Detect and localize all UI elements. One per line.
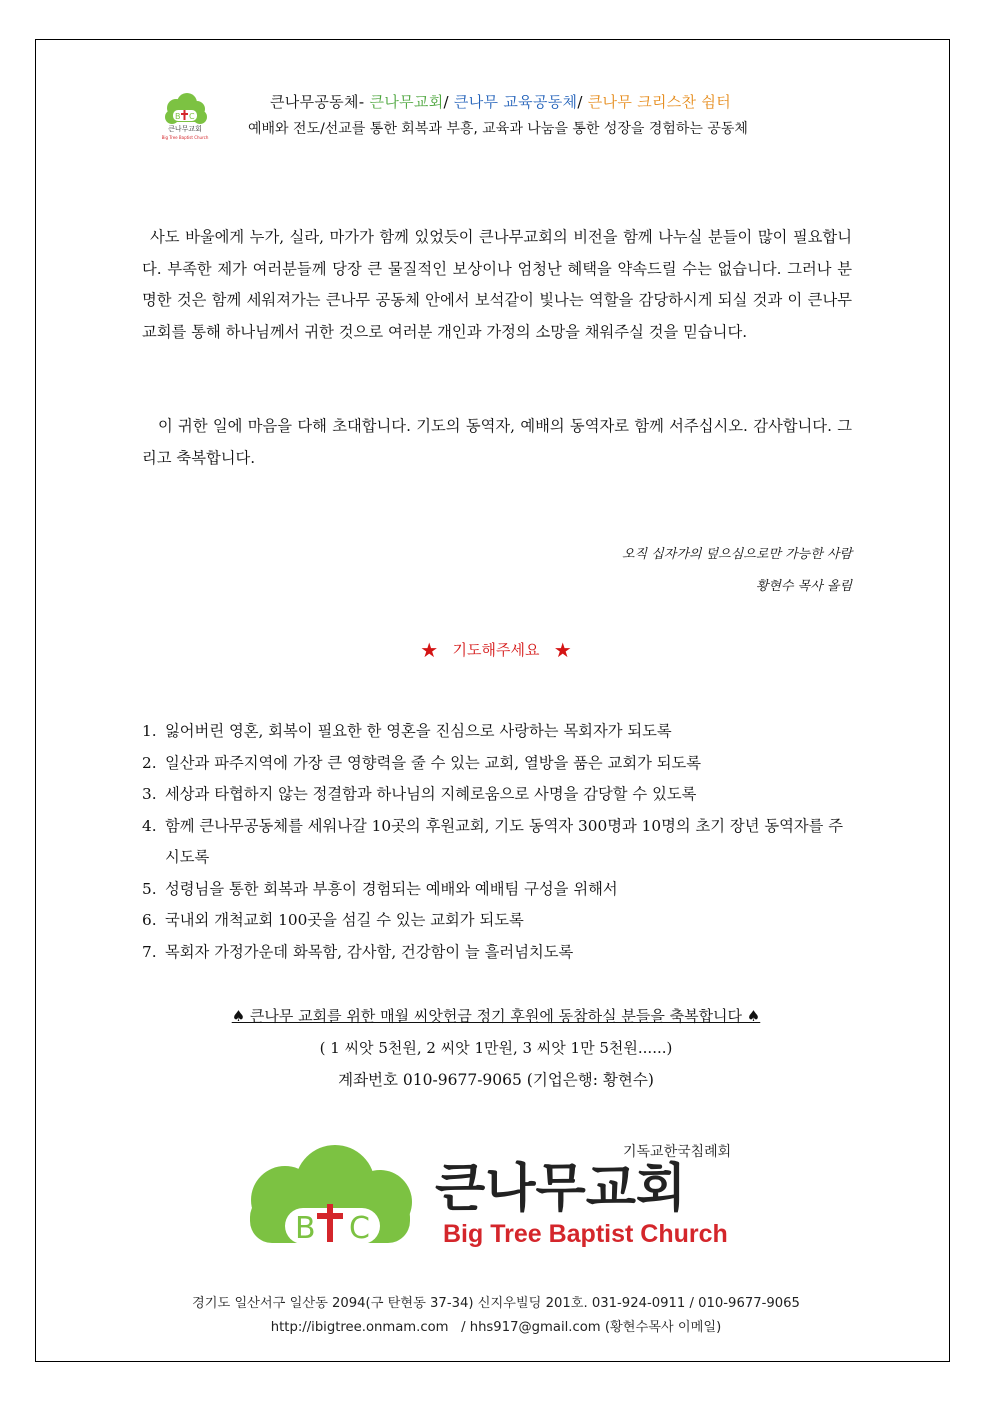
star-icon-left: ★ <box>420 638 439 662</box>
prayer-item-number: 1. <box>142 722 157 740</box>
prayer-item <box>142 937 854 969</box>
prayer-item-text: 성령님을 통한 회복과 부흥이 경험되는 예배와 예배팀 구성을 위해서 <box>165 879 618 898</box>
header-edu: 큰나무 교육공동체 <box>453 93 578 111</box>
prayer-item-text: 목회자 가정가운데 화목함, 감사함, 건강함이 늘 흘러넘치도록 <box>165 942 574 961</box>
prayer-item <box>142 748 854 780</box>
header-sep1: / <box>443 93 449 111</box>
prayer-item <box>142 716 854 748</box>
star-icon-right: ★ <box>553 638 572 662</box>
prayer-item-text: 함께 큰나무공동체를 세워나갈 10곳의 후원교회, 기도 동역자 300명과 10명의 초기 장년 동역자를 주시도록 <box>165 816 844 866</box>
support-seed-amounts: ( 1 씨앗 5천원, 2 씨앗 1만원, 3 씨앗 1만 5천원......) <box>319 1039 673 1057</box>
prayer-item-text: 잃어버린 영혼, 회복이 필요한 한 영혼을 진심으로 사랑하는 목회자가 되도록 <box>165 722 672 740</box>
logo-small-c: C <box>189 112 195 121</box>
prayer-item-number: 4. <box>142 816 157 835</box>
prayer-item-number: 5. <box>142 879 157 898</box>
header-church: 큰나무교회 <box>369 93 444 111</box>
church-logo-large <box>245 1140 745 1250</box>
signature-line-1: 오직 십자가의 덮으심으로만 가능한 사람 <box>621 547 852 562</box>
church-logo-small <box>160 92 210 147</box>
prayer-item-number: 2. <box>142 753 157 772</box>
logo-name-en: Big Tree Baptist Church <box>443 1220 728 1248</box>
logo-small-text: 큰나무교회 <box>168 125 202 133</box>
prayer-item-text: 일산과 파주지역에 가장 큰 영향력을 줄 수 있는 교회, 열방을 품은 교회가 되도록 <box>165 753 702 772</box>
header-shelter: 큰나무 크리스찬 쉼터 <box>587 93 731 111</box>
prayer-item-number: 3. <box>142 785 157 803</box>
footer-email: / hhs917@gmail.com (황현수목사 이메일) <box>461 1320 722 1335</box>
header-sep2: / <box>577 93 583 111</box>
header-tagline: 예배와 전도/선교를 통한 회복과 부흥, 교육과 나눔을 통한 성장을 경험하는 공동체 <box>248 121 748 137</box>
logo-c: C <box>349 1211 370 1246</box>
logo-name-ko: 큰나무교회 <box>435 1159 687 1219</box>
prayer-item-text: 국내외 개척교회 100곳을 섬길 수 있는 교회가 되도록 <box>165 911 524 929</box>
prayer-list <box>142 716 854 968</box>
prayer-item-number: 6. <box>142 911 157 929</box>
logo-small-b: B <box>175 112 181 121</box>
prayer-item-number: 7. <box>142 942 157 961</box>
prayer-title <box>0 638 992 662</box>
signature-line-2: 황현수 목사 올림 <box>755 579 852 594</box>
footer-contact <box>0 1316 992 1335</box>
footer-website-link[interactable]: http://ibigtree.onmam.com <box>270 1320 449 1335</box>
prayer-item <box>142 779 854 811</box>
letter-paragraph-2: 이 귀한 일에 마음을 다해 초대합니다. 기도의 동역자, 예배의 동역자로 함께 서주십시오. 감사합니다. 그리고 축복합니다. <box>142 417 852 467</box>
prayer-item <box>142 811 854 874</box>
header-org: 큰나무공동체- <box>270 93 365 111</box>
support-account: 계좌번호 010-9677-9065 (기업은행: 황현수) <box>338 1071 654 1089</box>
prayer-item <box>142 874 854 906</box>
prayer-title-text: 기도해주세요 <box>452 641 540 659</box>
prayer-item-text: 세상과 타협하지 않는 정결함과 하나님의 지혜로움으로 사명을 감당할 수 있도록 <box>165 785 697 803</box>
support-headline: ♠ 큰나무 교회를 위한 매월 씨앗헌금 정기 후원에 동참하실 분들을 축복합니다 ♠ <box>231 1007 761 1025</box>
letter-paragraph-1: 사도 바울에게 누가, 실라, 마가가 함께 있었듯이 큰나무교회의 비전을 함께 나누실 분들이 많이 필요합니다. 부족한 제가 여러분들께 당장 큰 물질적인 보상이나 엄청난 혜택을 약속드릴 수는 없습니다. 그러나 분명한 것은 함께 세워져가는 큰나무 공동체 안에서 보석같이 빛나는 역할을 감당하시게 되실 것과 이 큰나무교회를 통해 하나님께서 귀한 것으로 여러분 개인과 가정의 소망을 채워주실 것을 믿습니다. <box>142 228 852 341</box>
header-title <box>270 91 731 112</box>
logo-b: B <box>295 1211 316 1246</box>
prayer-item <box>142 905 854 937</box>
logo-denomination: 기독교한국침례회 <box>623 1144 732 1160</box>
footer-address: 경기도 일산서구 일산동 2094(구 탄현동 37-34) 신지우빌딩 201호. 031-924-0911 / 010-9677-9065 <box>192 1296 800 1311</box>
logo-small-sub: Big Tree Baptist Church <box>161 135 209 140</box>
